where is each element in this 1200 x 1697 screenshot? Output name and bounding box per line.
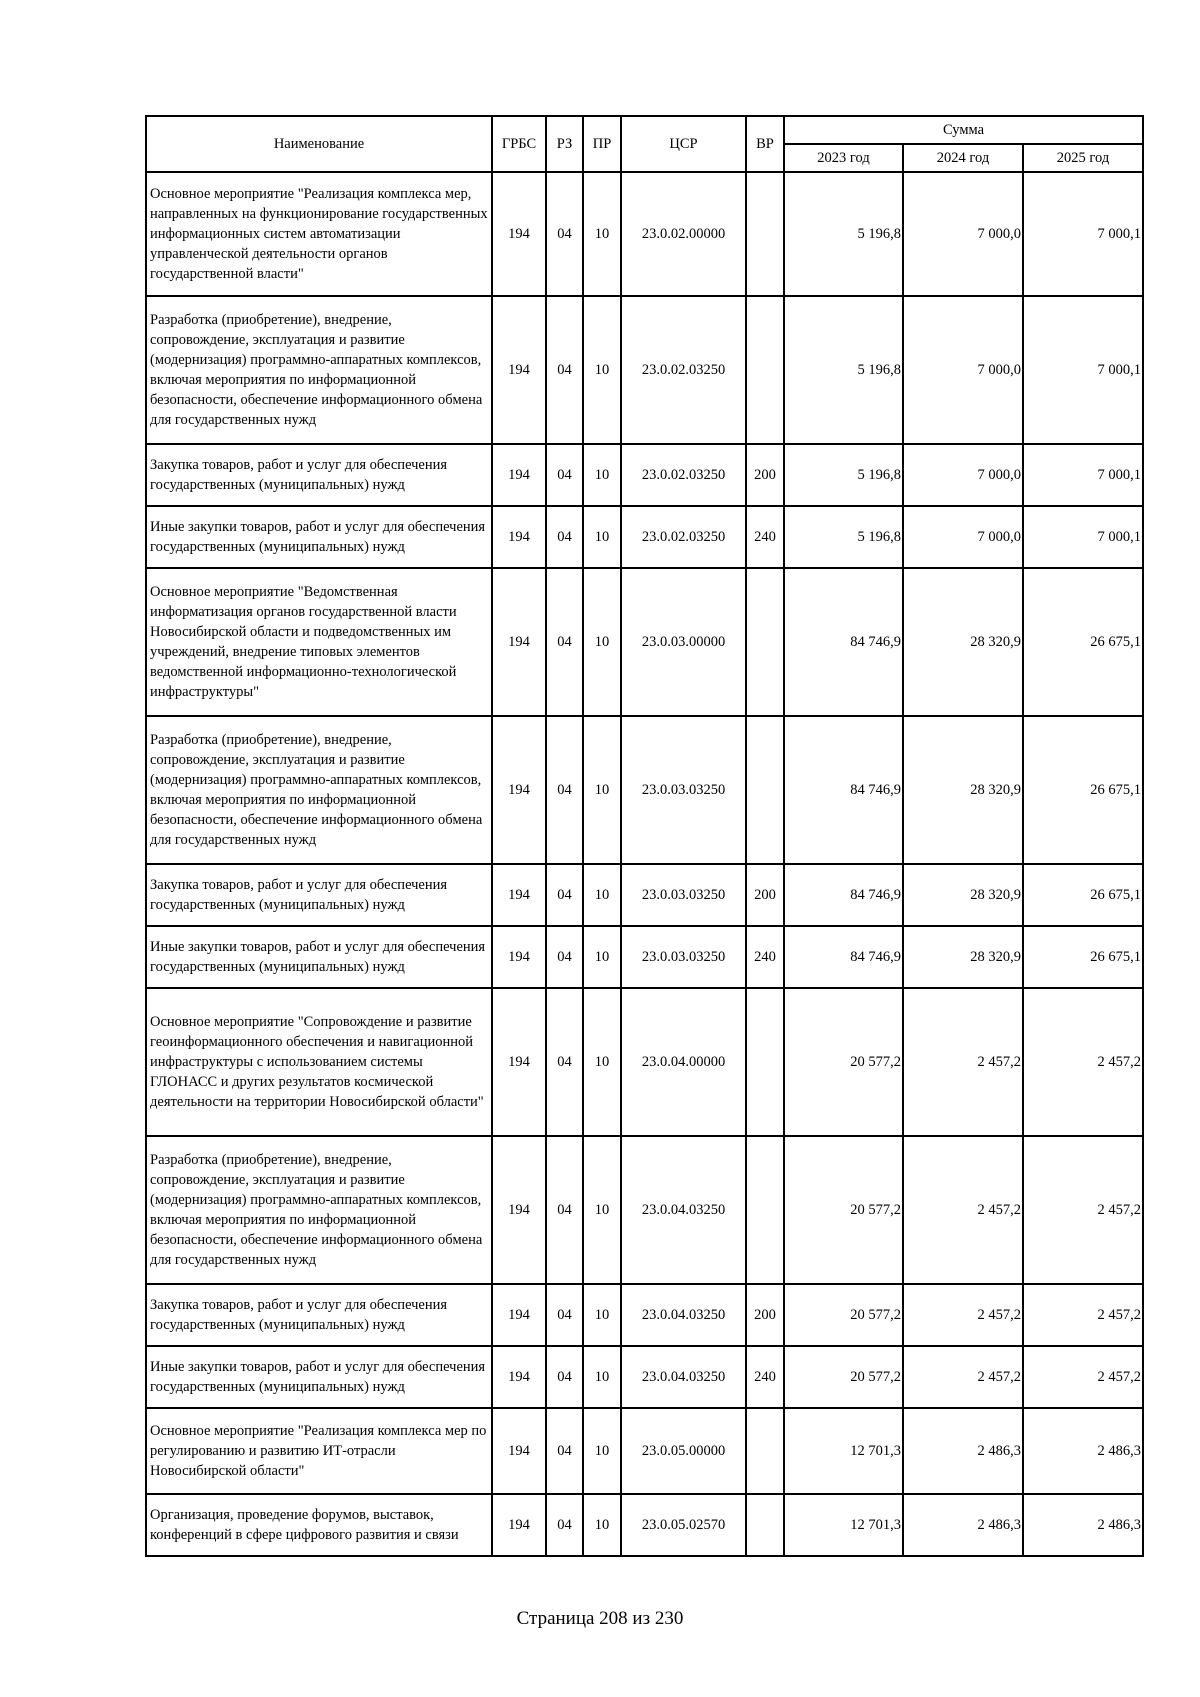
row-csr: 23.0.05.02570 (621, 1494, 746, 1556)
row-sum-2023: 12 701,3 (784, 1408, 903, 1494)
row-grbs: 194 (492, 1136, 546, 1284)
row-sum-2024: 2 457,2 (903, 988, 1023, 1136)
row-name: Основное мероприятие "Сопровождение и развитие геоинформационного обеспечения и навигационной инфраструктуры с использованием системы ГЛОНАСС и других результатов космической деятельности на территории Новосибирской области" (146, 988, 492, 1136)
row-rz: 04 (546, 1346, 583, 1408)
row-vr (746, 1494, 784, 1556)
row-grbs: 194 (492, 1346, 546, 1408)
row-sum-2023: 84 746,9 (784, 864, 903, 926)
row-sum-2025: 26 675,1 (1023, 716, 1143, 864)
row-sum-2023: 5 196,8 (784, 444, 903, 506)
table-row (146, 1284, 1143, 1346)
row-sum-2024: 7 000,0 (903, 506, 1023, 568)
table-row (146, 1408, 1143, 1494)
row-csr: 23.0.02.00000 (621, 172, 746, 296)
row-name: Разработка (приобретение), внедрение, сопровождение, эксплуатация и развитие (модернизация) программно-аппаратных комплексов, включая мероприятия по информационной безопасности, обеспечение информационного обмена для государственных нужд (146, 716, 492, 864)
table-row (146, 296, 1143, 444)
table-row (146, 1346, 1143, 1408)
row-vr: 200 (746, 444, 784, 506)
row-csr: 23.0.04.03250 (621, 1346, 746, 1408)
row-sum-2025: 2 486,3 (1023, 1494, 1143, 1556)
header-year-2023: 2023 год (784, 144, 903, 172)
row-name: Закупка товаров, работ и услуг для обеспечения государственных (муниципальных) нужд (146, 444, 492, 506)
row-sum-2024: 2 457,2 (903, 1284, 1023, 1346)
row-sum-2024: 28 320,9 (903, 926, 1023, 988)
row-sum-2024: 28 320,9 (903, 568, 1023, 716)
row-vr (746, 716, 784, 864)
row-sum-2025: 2 457,2 (1023, 1136, 1143, 1284)
row-sum-2023: 84 746,9 (784, 568, 903, 716)
header-pr: ПР (583, 116, 621, 172)
row-sum-2025: 2 486,3 (1023, 1408, 1143, 1494)
row-pr: 10 (583, 296, 621, 444)
row-sum-2024: 2 486,3 (903, 1494, 1023, 1556)
row-csr: 23.0.04.00000 (621, 988, 746, 1136)
row-sum-2025: 7 000,1 (1023, 296, 1143, 444)
row-rz: 04 (546, 444, 583, 506)
row-sum-2025: 2 457,2 (1023, 1346, 1143, 1408)
row-rz: 04 (546, 1136, 583, 1284)
table-row (146, 506, 1143, 568)
header-year-2025: 2025 год (1023, 144, 1143, 172)
row-pr: 10 (583, 1346, 621, 1408)
row-csr: 23.0.03.03250 (621, 864, 746, 926)
row-name: Разработка (приобретение), внедрение, сопровождение, эксплуатация и развитие (модернизация) программно-аппаратных комплексов, включая мероприятия по информационной безопасности, обеспечение информационного обмена для государственных нужд (146, 296, 492, 444)
row-vr (746, 568, 784, 716)
row-grbs: 194 (492, 506, 546, 568)
row-name: Закупка товаров, работ и услуг для обеспечения государственных (муниципальных) нужд (146, 1284, 492, 1346)
budget-table (145, 115, 1144, 1557)
header-csr: ЦСР (621, 116, 746, 172)
header-grbs: ГРБС (492, 116, 546, 172)
row-csr: 23.0.02.03250 (621, 444, 746, 506)
row-csr: 23.0.04.03250 (621, 1284, 746, 1346)
row-vr (746, 172, 784, 296)
table-row (146, 716, 1143, 864)
row-name: Основное мероприятие "Реализация комплекса мер по регулированию и развитию ИТ-отрасли Новосибирской области" (146, 1408, 492, 1494)
row-rz: 04 (546, 1494, 583, 1556)
row-vr: 240 (746, 1346, 784, 1408)
row-pr: 10 (583, 444, 621, 506)
row-pr: 10 (583, 568, 621, 716)
row-grbs: 194 (492, 172, 546, 296)
row-pr: 10 (583, 716, 621, 864)
table-row (146, 568, 1143, 716)
row-sum-2024: 28 320,9 (903, 864, 1023, 926)
row-csr: 23.0.05.00000 (621, 1408, 746, 1494)
table-row (146, 444, 1143, 506)
row-vr: 200 (746, 1284, 784, 1346)
table-row (146, 1136, 1143, 1284)
row-sum-2025: 7 000,1 (1023, 506, 1143, 568)
row-grbs: 194 (492, 1494, 546, 1556)
row-rz: 04 (546, 988, 583, 1136)
row-rz: 04 (546, 568, 583, 716)
row-vr (746, 296, 784, 444)
table-body (146, 172, 1143, 1556)
row-vr: 200 (746, 864, 784, 926)
row-vr (746, 1136, 784, 1284)
header-sum: Сумма (784, 116, 1143, 144)
row-sum-2025: 26 675,1 (1023, 568, 1143, 716)
row-csr: 23.0.03.03250 (621, 716, 746, 864)
row-sum-2025: 26 675,1 (1023, 864, 1143, 926)
row-csr: 23.0.03.03250 (621, 926, 746, 988)
table-row (146, 926, 1143, 988)
row-name: Закупка товаров, работ и услуг для обеспечения государственных (муниципальных) нужд (146, 864, 492, 926)
table-row (146, 172, 1143, 296)
row-sum-2024: 7 000,0 (903, 444, 1023, 506)
row-pr: 10 (583, 926, 621, 988)
row-name: Основное мероприятие "Ведомственная информатизация органов государственной власти Новосибирской области и подведомственных им учреждений, внедрение типовых элементов ведомственной информационно-технологической инфраструктуры" (146, 568, 492, 716)
row-rz: 04 (546, 506, 583, 568)
row-sum-2024: 28 320,9 (903, 716, 1023, 864)
row-sum-2024: 7 000,0 (903, 296, 1023, 444)
row-grbs: 194 (492, 864, 546, 926)
row-sum-2023: 20 577,2 (784, 1346, 903, 1408)
row-pr: 10 (583, 988, 621, 1136)
row-sum-2023: 20 577,2 (784, 988, 903, 1136)
row-sum-2025: 2 457,2 (1023, 1284, 1143, 1346)
row-grbs: 194 (492, 716, 546, 864)
row-name: Иные закупки товаров, работ и услуг для обеспечения государственных (муниципальных) нужд (146, 1346, 492, 1408)
row-name: Основное мероприятие "Реализация комплекса мер, направленных на функционирование государственных информационных систем автоматизации управленческой деятельности органов государственной власти" (146, 172, 492, 296)
row-rz: 04 (546, 716, 583, 864)
table-row (146, 1494, 1143, 1556)
row-sum-2023: 84 746,9 (784, 926, 903, 988)
row-sum-2023: 20 577,2 (784, 1136, 903, 1284)
row-sum-2023: 84 746,9 (784, 716, 903, 864)
row-sum-2025: 26 675,1 (1023, 926, 1143, 988)
row-grbs: 194 (492, 1408, 546, 1494)
row-sum-2025: 7 000,1 (1023, 172, 1143, 296)
table-row (146, 864, 1143, 926)
row-name: Организация, проведение форумов, выставок, конференций в сфере цифрового развития и связи (146, 1494, 492, 1556)
row-sum-2025: 7 000,1 (1023, 444, 1143, 506)
row-rz: 04 (546, 864, 583, 926)
row-csr: 23.0.03.00000 (621, 568, 746, 716)
table-row (146, 988, 1143, 1136)
header-rz: РЗ (546, 116, 583, 172)
row-pr: 10 (583, 1136, 621, 1284)
row-pr: 10 (583, 1494, 621, 1556)
row-grbs: 194 (492, 568, 546, 716)
page-number: Страница 208 из 230 (516, 1608, 684, 1629)
header-vr: ВР (746, 116, 784, 172)
row-pr: 10 (583, 1284, 621, 1346)
row-name: Иные закупки товаров, работ и услуг для обеспечения государственных (муниципальных) нужд (146, 506, 492, 568)
row-sum-2024: 2 457,2 (903, 1136, 1023, 1284)
row-sum-2023: 5 196,8 (784, 172, 903, 296)
row-rz: 04 (546, 296, 583, 444)
row-sum-2023: 12 701,3 (784, 1494, 903, 1556)
row-rz: 04 (546, 926, 583, 988)
row-sum-2025: 2 457,2 (1023, 988, 1143, 1136)
row-name: Иные закупки товаров, работ и услуг для обеспечения государственных (муниципальных) нужд (146, 926, 492, 988)
row-vr: 240 (746, 926, 784, 988)
row-vr: 240 (746, 506, 784, 568)
row-pr: 10 (583, 1408, 621, 1494)
row-pr: 10 (583, 172, 621, 296)
row-grbs: 194 (492, 926, 546, 988)
row-rz: 04 (546, 1408, 583, 1494)
row-grbs: 194 (492, 444, 546, 506)
row-sum-2024: 2 457,2 (903, 1346, 1023, 1408)
row-grbs: 194 (492, 988, 546, 1136)
row-rz: 04 (546, 1284, 583, 1346)
row-grbs: 194 (492, 296, 546, 444)
row-sum-2023: 20 577,2 (784, 1284, 903, 1346)
row-vr (746, 988, 784, 1136)
row-sum-2023: 5 196,8 (784, 506, 903, 568)
row-sum-2024: 2 486,3 (903, 1408, 1023, 1494)
row-csr: 23.0.04.03250 (621, 1136, 746, 1284)
header-name: Наименование (146, 116, 492, 172)
row-sum-2024: 7 000,0 (903, 172, 1023, 296)
row-csr: 23.0.02.03250 (621, 506, 746, 568)
row-pr: 10 (583, 864, 621, 926)
row-rz: 04 (546, 172, 583, 296)
header-year-2024: 2024 год (903, 144, 1023, 172)
row-sum-2023: 5 196,8 (784, 296, 903, 444)
row-vr (746, 1408, 784, 1494)
row-pr: 10 (583, 506, 621, 568)
row-csr: 23.0.02.03250 (621, 296, 746, 444)
row-name: Разработка (приобретение), внедрение, сопровождение, эксплуатация и развитие (модернизация) программно-аппаратных комплексов, включая мероприятия по информационной безопасности, обеспечение информационного обмена для государственных нужд (146, 1136, 492, 1284)
row-grbs: 194 (492, 1284, 546, 1346)
